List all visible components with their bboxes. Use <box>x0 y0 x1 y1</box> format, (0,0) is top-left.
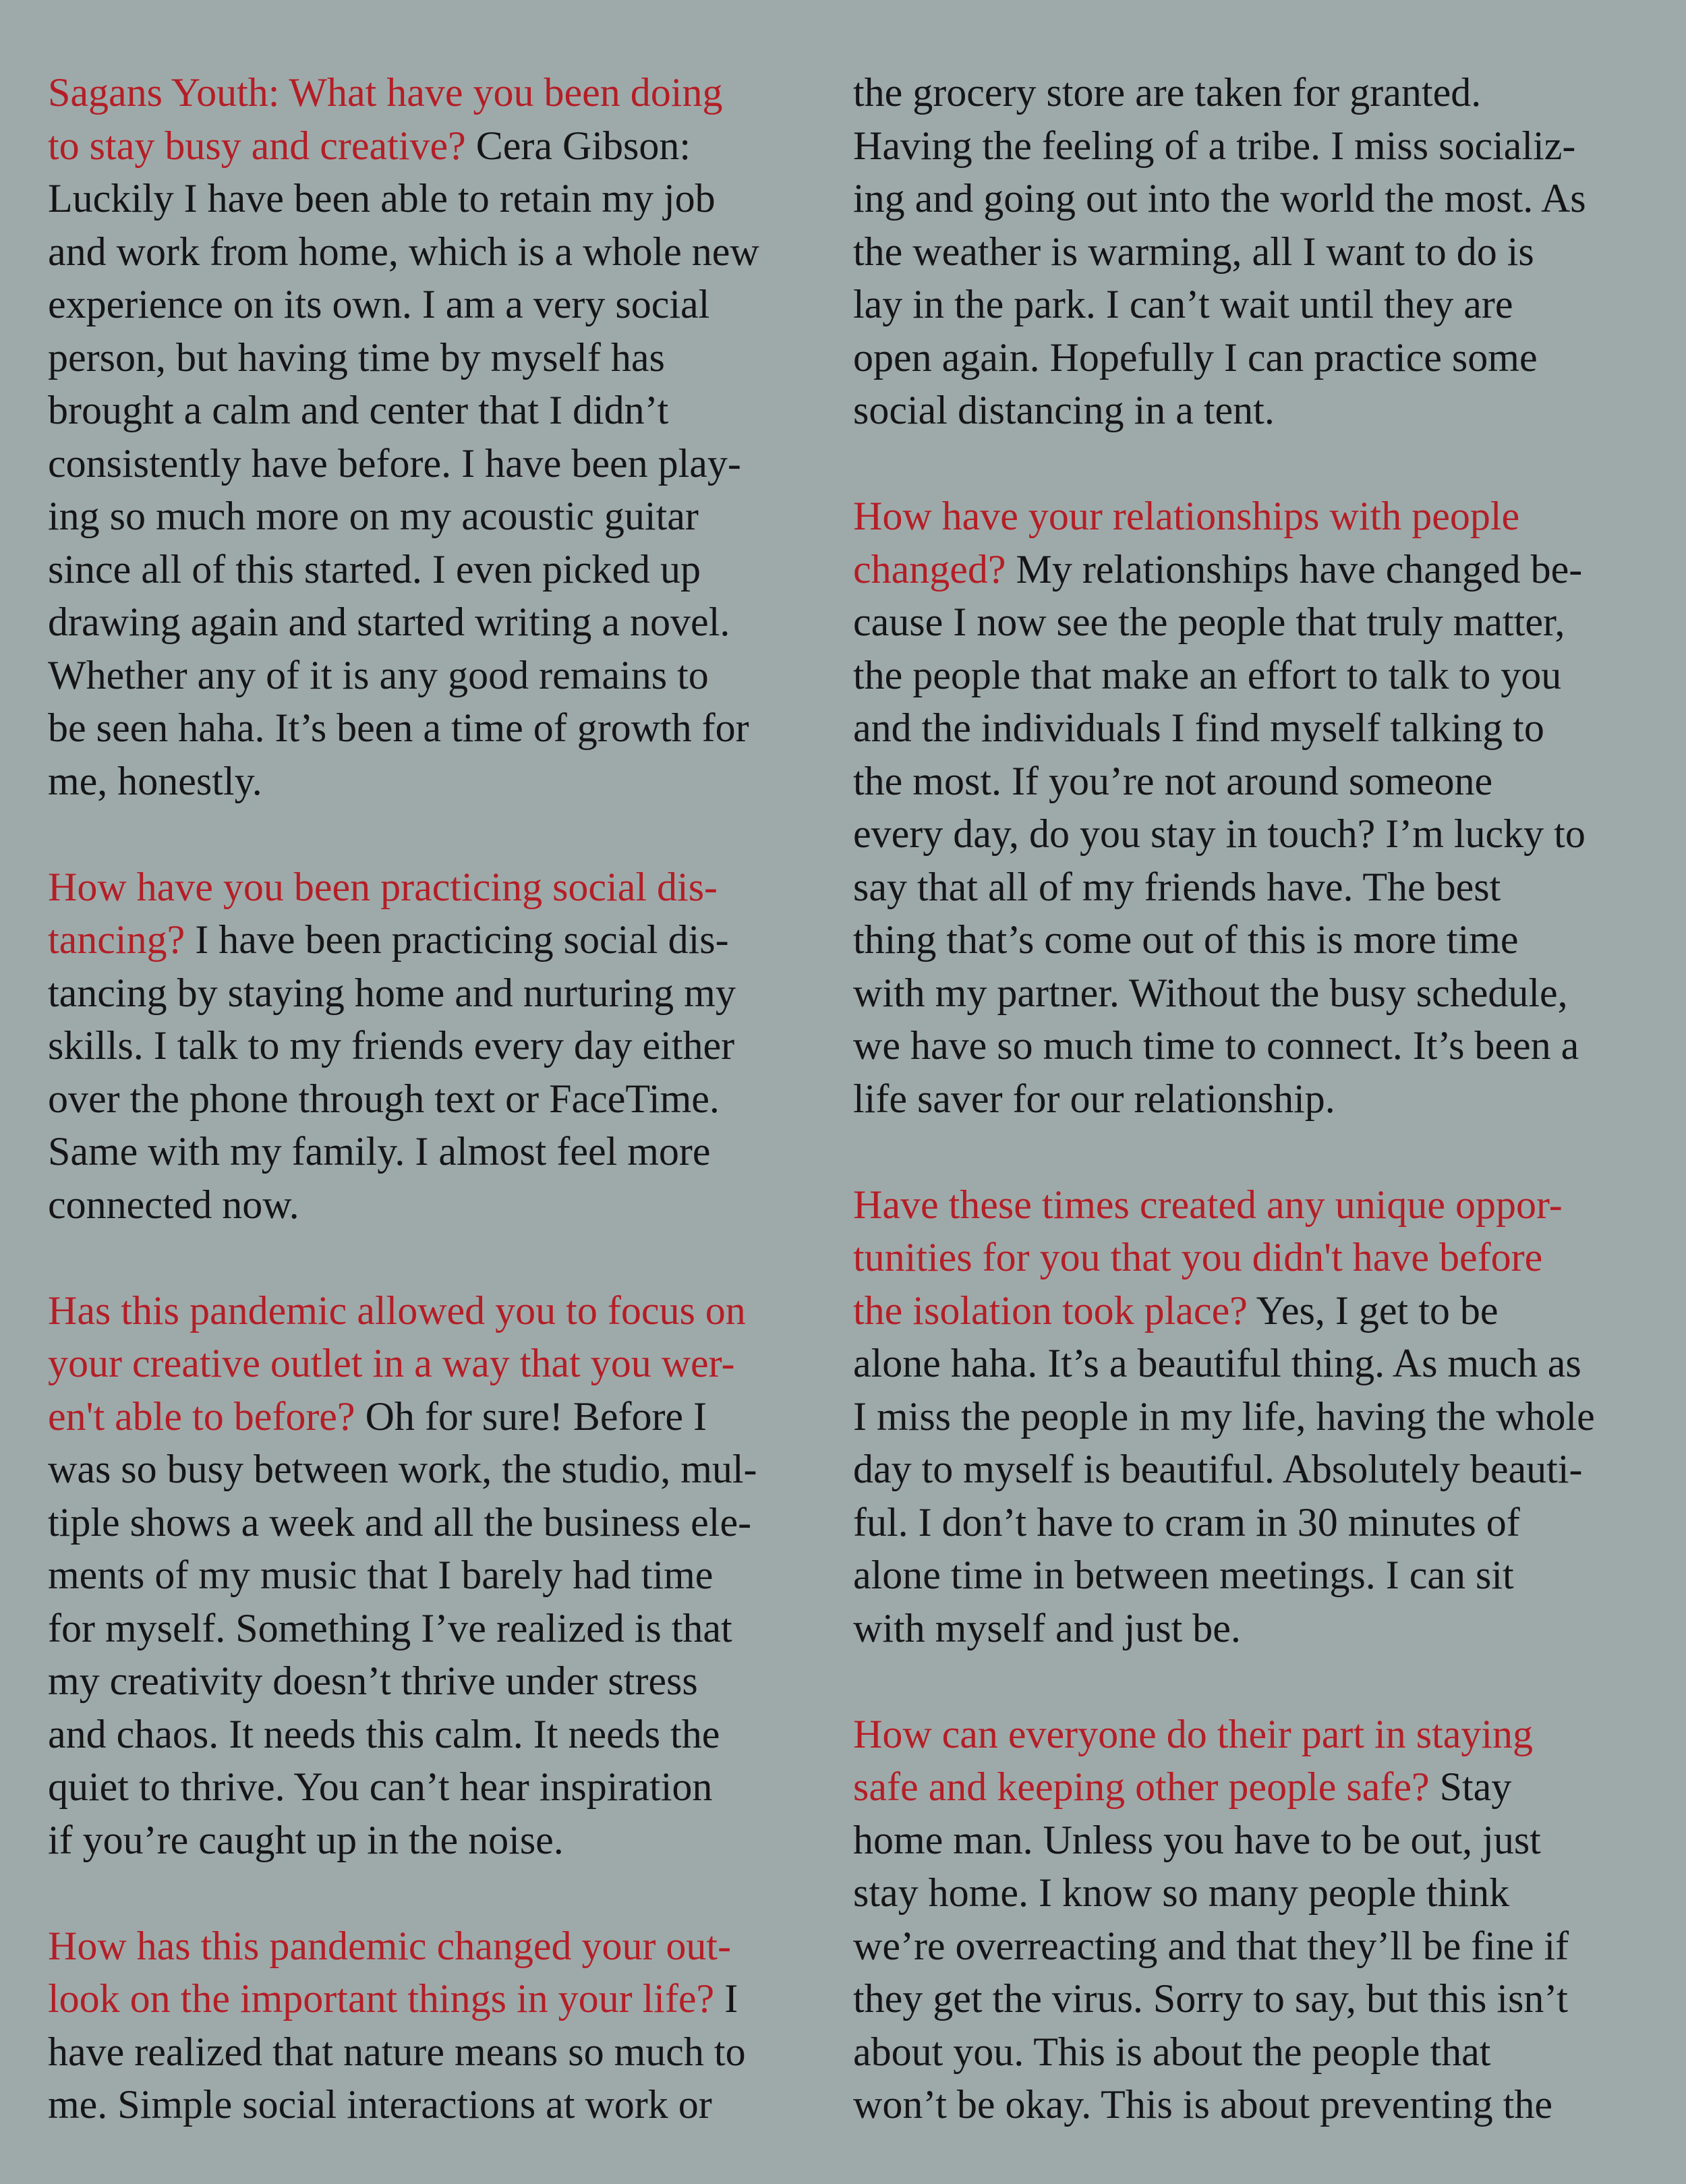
text-line <box>48 1972 817 2025</box>
answer-line: home man. Unless you have to be out, just <box>853 1817 1541 1862</box>
text-line <box>48 861 817 914</box>
answer-line: the grocery store are taken for granted. <box>853 70 1482 115</box>
answer-line: life saver for our relationship. <box>853 1076 1335 1121</box>
left-column <box>48 66 817 2184</box>
answer-line: connected now. <box>48 1182 299 1227</box>
answer-line: the most. If you’re not around someone <box>853 758 1493 803</box>
qa-block <box>48 1920 817 2131</box>
answer-line: experience on its own. I am a very social <box>48 282 710 326</box>
answer-line: alone haha. It’s a beautiful thing. As much as <box>853 1341 1581 1385</box>
answer-line: ful. I don’t have to cram in 30 minutes of <box>853 1499 1520 1545</box>
qa-block <box>853 490 1642 1125</box>
answer-line: and chaos. It needs this calm. It needs the <box>48 1711 720 1756</box>
text-line <box>48 1920 817 1973</box>
answer-line: day to myself is beautiful. Absolutely beauti- <box>853 1447 1583 1491</box>
answer-line: alone time in between meetings. I can sit <box>853 1553 1514 1597</box>
answer-line: for myself. Something I’ve realized is that <box>48 1605 732 1650</box>
text-line <box>48 1337 817 1390</box>
question-text: tancing? <box>48 917 185 962</box>
answer-line: with my partner. Without the busy schedule, <box>853 970 1568 1015</box>
answer-text: My relationships have changed be- <box>1006 546 1583 592</box>
answer-line: stay home. I know so many people think <box>853 1870 1510 1915</box>
answer-text: Stay <box>1429 1764 1512 1809</box>
answer-line: my creativity doesn’t thrive under stress <box>48 1659 698 1703</box>
answer-line: the people that make an effort to talk to you <box>853 652 1562 697</box>
qa-block <box>853 1708 1642 2131</box>
answer-line: be seen haha. It’s been a time of growth for <box>48 706 749 750</box>
answer-line: they get the virus. Sorry to say, but this isn’t <box>853 1976 1568 2021</box>
text-line <box>853 490 1642 543</box>
answer-line: me, honestly. <box>48 758 262 803</box>
answer-line: Luckily I have been able to retain my job <box>48 176 716 221</box>
text-line <box>48 1284 817 1338</box>
answer-line: over the phone through text or FaceTime. <box>48 1076 720 1121</box>
answer-line: me. Simple social interactions at work or <box>48 2082 712 2127</box>
answer-line: tancing by staying home and nurturing my <box>48 970 736 1015</box>
text-line <box>853 543 1642 596</box>
answer-line: lay in the park. I can’t wait until they are <box>853 282 1513 326</box>
question-text: How have your relationships with people <box>853 494 1520 538</box>
question-text: safe and keeping other people safe? <box>853 1764 1430 1809</box>
qa-block <box>853 66 1642 437</box>
answer-line: person, but having time by myself has <box>48 335 665 380</box>
question-text: your creative outlet in a way that you wer- <box>48 1341 735 1385</box>
question-text: How can everyone do their part in staying <box>853 1711 1534 1756</box>
answer-line: ments of my music that I barely had time <box>48 1553 714 1597</box>
answer-line: about you. This is about the people that <box>853 2029 1491 2074</box>
answer-line: and work from home, which is a whole new <box>48 229 759 274</box>
answer-line: and the individuals I find myself talking to <box>853 706 1544 750</box>
right-column <box>853 66 1642 2184</box>
answer-line: the weather is warming, all I want to do is <box>853 229 1534 274</box>
answer-line: if you’re caught up in the noise. <box>48 1817 564 1862</box>
answer-line: we’re overreacting and that they’ll be fine if <box>853 1923 1569 1968</box>
question-text: the isolation took place? <box>853 1288 1248 1333</box>
question-text: en't able to before? <box>48 1393 355 1439</box>
answer-text: Yes, I get to be <box>1247 1288 1499 1333</box>
answer-line: social distancing in a tent. <box>853 388 1275 432</box>
answer-line: drawing again and started writing a novel. <box>48 600 730 644</box>
answer-line: open again. Hopefully I can practice some <box>853 335 1538 380</box>
answer-line: cause I now see the people that truly matter, <box>853 600 1565 644</box>
qa-block <box>48 1284 817 1867</box>
question-text: How have you been practicing social dis- <box>48 864 718 909</box>
answer-line: quiet to thrive. You can’t hear inspiration <box>48 1764 713 1809</box>
answer-line: tiple shows a week and all the business ele- <box>48 1499 752 1545</box>
question-text: look on the important things in your life? <box>48 1976 715 2021</box>
answer-line: since all of this started. I even picked up <box>48 546 701 592</box>
answer-line: I miss the people in my life, having the whole <box>853 1393 1595 1439</box>
question-text: tunities for you that you didn't have before <box>853 1235 1543 1280</box>
answer-line: brought a calm and center that I didn’t <box>48 388 669 432</box>
answer-line: every day, do you stay in touch? I’m lucky to <box>853 811 1586 856</box>
text-line <box>853 1760 1642 1814</box>
answer-line: ing so much more on my acoustic guitar <box>48 494 699 538</box>
answer-line: Whether any of it is any good remains to <box>48 652 709 697</box>
text-line <box>48 66 817 119</box>
text-line <box>48 1390 817 1443</box>
answer-text: I have been practicing social dis- <box>185 917 729 962</box>
text-line <box>48 119 817 173</box>
answer-line: ing and going out into the world the most. As <box>853 176 1586 221</box>
answer-line: Having the feeling of a tribe. I miss socializ- <box>853 123 1576 168</box>
answer-line: thing that’s come out of this is more time <box>853 917 1519 962</box>
qa-block <box>48 861 817 1232</box>
answer-line: was so busy between work, the studio, mul- <box>48 1447 757 1491</box>
text-line <box>853 1708 1642 1761</box>
qa-block <box>48 66 817 807</box>
answer-text: Cera Gibson: <box>465 123 691 168</box>
answer-text: Oh for sure! Before I <box>355 1393 707 1439</box>
answer-text: I <box>714 1976 738 2021</box>
question-text: changed? <box>853 546 1006 592</box>
question-text: Has this pandemic allowed you to focus on <box>48 1288 746 1333</box>
text-line <box>48 913 817 967</box>
answer-line: we have so much time to connect. It’s been a <box>853 1023 1579 1068</box>
answer-line: won’t be okay. This is about preventing the <box>853 2082 1553 2127</box>
answer-line: have realized that nature means so much to <box>48 2029 746 2074</box>
answer-line: Same with my family. I almost feel more <box>48 1129 711 1174</box>
answer-line: consistently have before. I have been play- <box>48 440 741 486</box>
question-text: Sagans Youth: What have you been doing <box>48 70 723 115</box>
question-text: How has this pandemic changed your out- <box>48 1923 732 1968</box>
answer-line: say that all of my friends have. The best <box>853 864 1501 909</box>
text-line <box>853 1178 1642 1232</box>
question-text: Have these times created any unique oppor- <box>853 1182 1563 1227</box>
text-line <box>853 1231 1642 1284</box>
question-text: to stay busy and creative? <box>48 123 466 168</box>
qa-block <box>853 1178 1642 1655</box>
answer-line: with myself and just be. <box>853 1605 1241 1650</box>
answer-line: skills. I talk to my friends every day either <box>48 1023 735 1068</box>
text-line <box>853 1284 1642 1338</box>
